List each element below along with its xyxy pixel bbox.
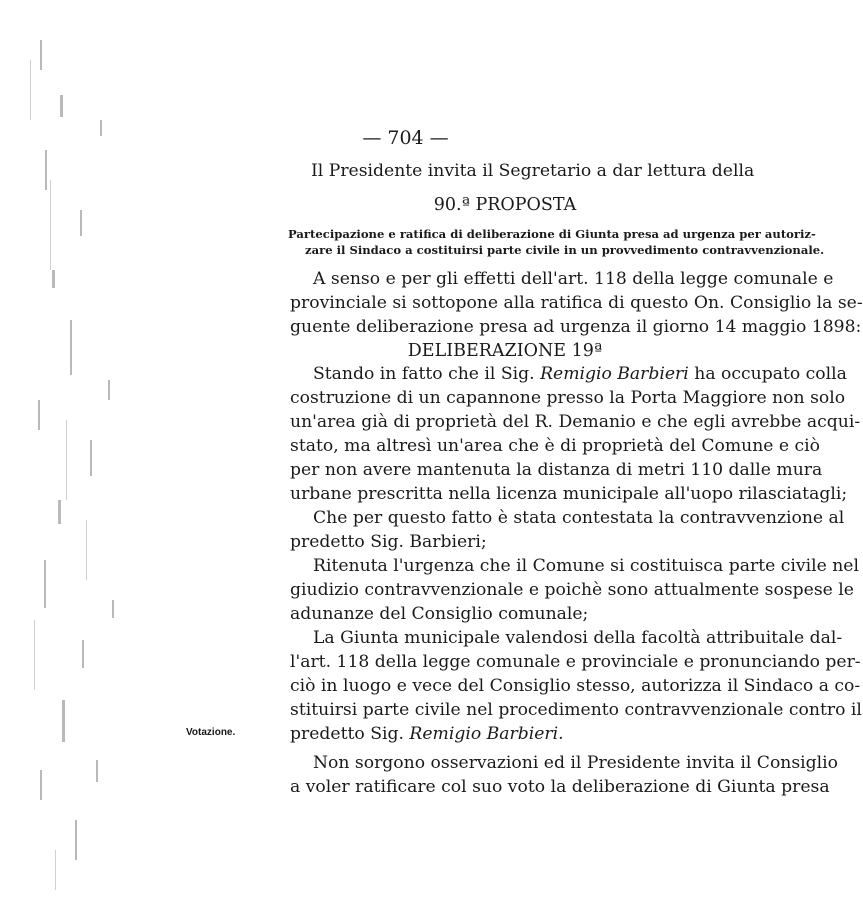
para1-line-1: A senso e per gli effetti dell'art. 118 della legge comunale e [313,269,834,289]
para2-line1-post: ha occupato colla [694,364,847,384]
para5-last-pre: predetto Sig. [290,724,404,744]
para3-line-2: predetto Sig. Barbieri; [290,532,487,552]
para4-line-2: giudizio contravvenzionale e poichè sono attualmente sospese le [290,580,854,600]
para2-line-2: costruzione di un capannone presso la Porta Maggiore non solo [290,388,846,408]
para2-line-1 [313,363,847,385]
para4-line-1: Ritenuta l'urgenza che il Comune si costituisca parte civile nel [313,556,859,576]
para6-line-1: Non sorgono osservazioni ed il Presidente invita il Consiglio [313,753,839,773]
para2-line-3: un'area già di proprietà del R. Demanio e che egli avrebbe acqui- [290,412,861,432]
margin-note: Votazione. [186,727,236,738]
deliberation-heading: DELIBERAZIONE 19ª [407,341,603,361]
subtitle-line-1: Partecipazione e ratifica di deliberazione di Giunta presa ad urgenza per autoriz- [288,227,816,241]
para5-line-4: stituirsi parte civile nel procedimento contravvenzionale contro il [290,700,862,720]
para2-line-4: stato, ma altresì un'area che è di proprietà del Comune e ciò [290,436,821,456]
person-name: Remigio Barbieri [540,364,689,384]
para1-line-3: guente deliberazione presa ad urgenza il giorno 14 maggio 1898: [290,317,862,337]
para4-line-3: adunanze del Consiglio comunale; [290,604,589,624]
para2-line-6: urbane prescritta nella licenza municipale all'uopo rilasciatagli; [290,484,848,504]
person-name-2: Remigio Barbieri. [409,724,564,744]
para3-line-1: Che per questo fatto è stata contestata la contravvenzione al [313,508,845,528]
para5-line-5 [290,723,564,745]
para1-line-2: provinciale si sottopone alla ratifica di questo On. Consiglio la se- [290,293,863,313]
para5-line-1: La Giunta municipale valendosi della facoltà attribuitale dal- [313,628,843,648]
para5-line-2: l'art. 118 della legge comunale e provinciale e pronunciando per- [290,652,861,672]
subtitle-line-2: zare il Sindaco a costituirsi parte civile in un provvedimento contravvenzionale. [305,243,825,257]
intro-line: Il Presidente invita il Segretario a dar lettura della [311,161,755,181]
para5-line-3: ciò in luogo e vece del Consiglio stesso, autorizza il Sindaco a co- [290,676,861,696]
page-number: — 704 — [362,127,449,149]
para6-line-2: a voler ratificare col suo voto la deliberazione di Giunta presa [290,777,830,797]
para2-line-5: per non avere mantenuta la distanza di metri 110 dalle mura [290,460,823,480]
proposal-title: 90.ª PROPOSTA [433,195,577,215]
para2-line1-pre: Stando in fatto che il Sig. [313,364,535,384]
